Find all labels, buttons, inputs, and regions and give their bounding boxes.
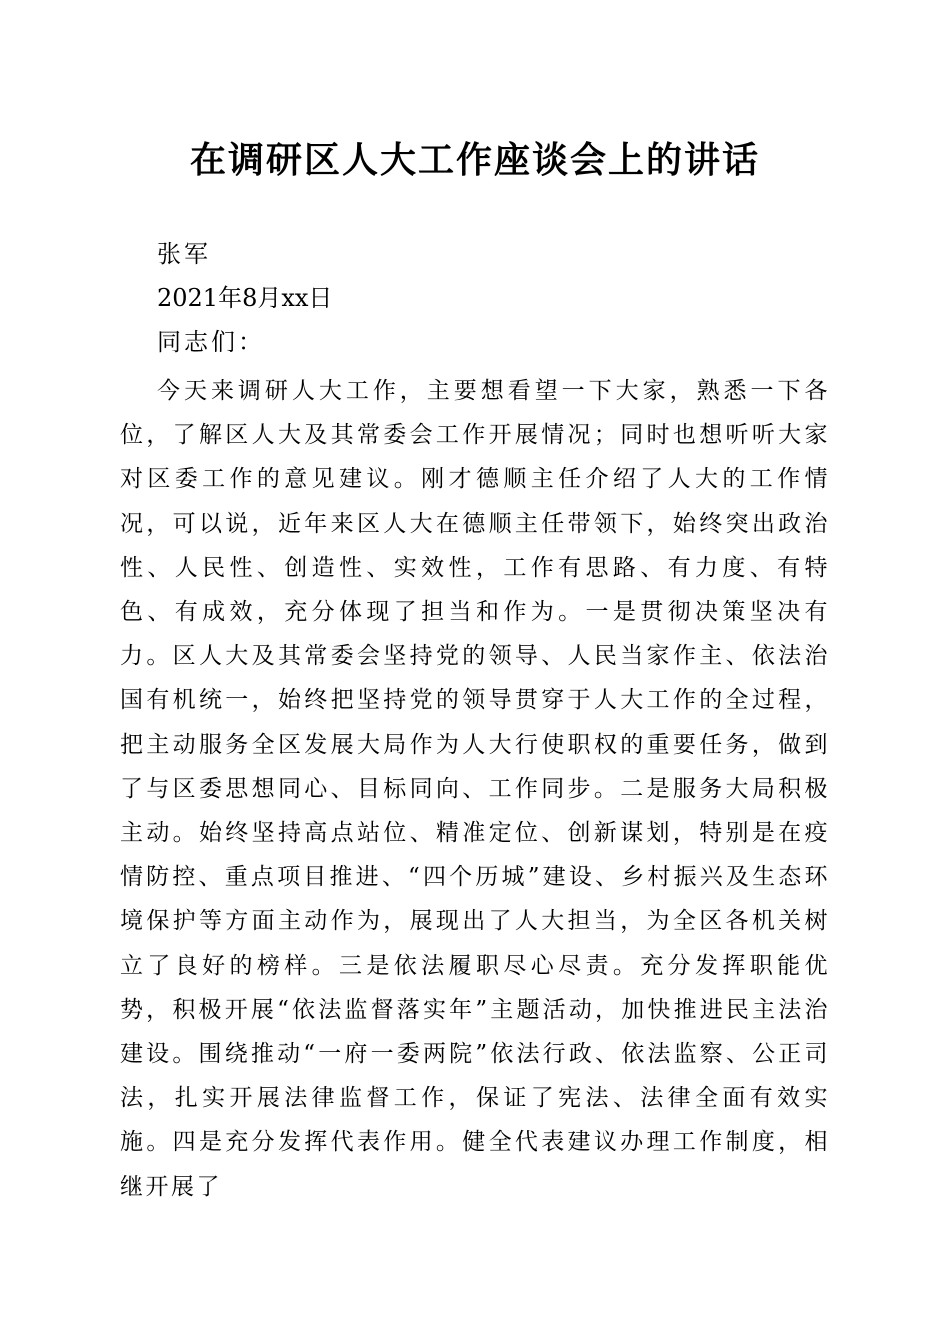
greeting: 同志们： — [157, 328, 265, 356]
body-paragraph: 今天来调研人大工作，主要想看望一下大家，熟悉一下各位，了解区人大及其常委会工作开展情况；同时也想听听大家对区委工作的意见建议。刚才德顺主任介绍了人大的工作情况，可以说，近年来区人大在德顺主任带领下，始终突出政治性、人民性、创造性、实效性，工作有思路、有力度、有特色、有成效，充分体现了担当和作为。一是贯彻决策坚决有力。区人大及其常委会坚持党的领导、人民当家作主、依法治国有机统一，始终把坚持党的领导贯穿于人大工作的全过程，把主动服务全区发展大局作为人大行使职权的重要任务，做到了与区委思想同心、目标同向、工作同步。二是服务大局积极主动。始终坚持高点站位、精准定位、创新谋划，特别是在疫情防控、重点项目推进、“四个历城”建设、乡村振兴及生态环境保护等方面主动作为，展现出了人大担当，为全区各机关树立了良好的榜样。三是依法履职尽心尽责。充分发挥职能优势，积极开展“依法监督落实年”主题活动，加快推进民主法治建设。围绕推动“一府一委两院”依法行政、依法监察、公正司法，扎实开展法律监督工作，保证了宪法、法律全面有效实施。四是充分发挥代表作用。健全代表建议办理工作制度，相继开展了 — [120, 378, 830, 1200]
author-name: 张军 — [157, 240, 211, 268]
speech-date: 2021年8月xx日 — [157, 284, 333, 312]
document-title: 在调研区人大工作座谈会上的讲话 — [189, 139, 760, 181]
